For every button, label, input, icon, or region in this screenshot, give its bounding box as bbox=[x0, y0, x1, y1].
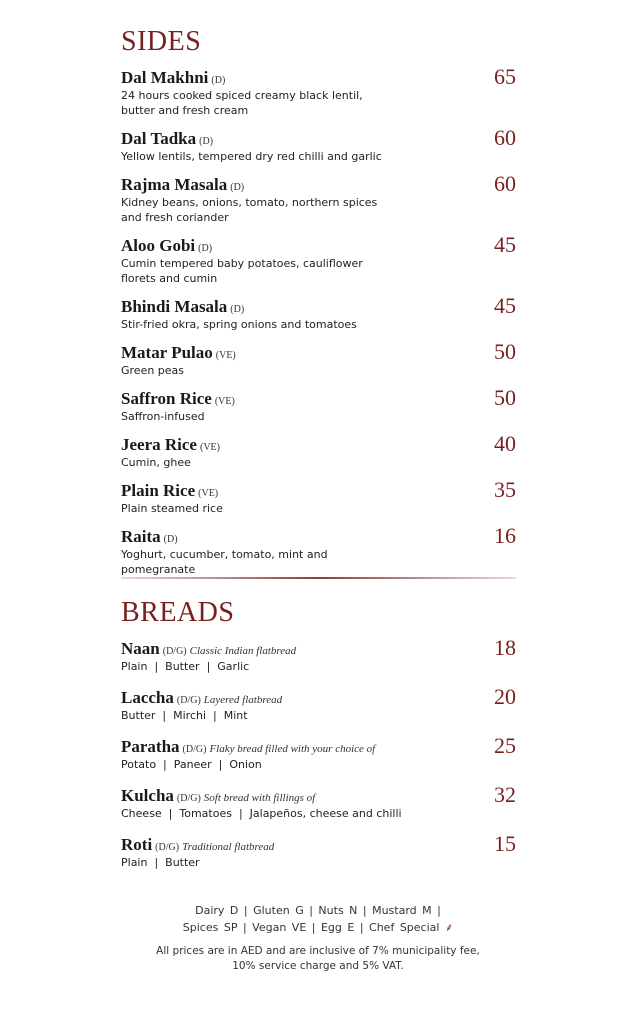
dietary-tag: (VE) bbox=[215, 350, 236, 361]
menu-item bbox=[121, 431, 516, 470]
item-price: 45 bbox=[494, 232, 516, 257]
item-description: 24 hours cooked spiced creamy black lentil, butter and fresh cream bbox=[121, 89, 367, 117]
item-price: 50 bbox=[494, 339, 516, 364]
item-price: 32 bbox=[494, 782, 516, 807]
dietary-tag: (D) bbox=[198, 243, 213, 254]
item-name: Saffron Rice bbox=[121, 389, 212, 408]
menu-item bbox=[121, 831, 516, 870]
menu-item bbox=[121, 523, 516, 577]
menu-item bbox=[121, 477, 516, 516]
dietary-tag: (VE) bbox=[199, 442, 220, 453]
dietary-tag: (VE) bbox=[198, 488, 219, 499]
price-note bbox=[0, 944, 636, 974]
dietary-tag: (D/G) bbox=[155, 842, 180, 853]
item-price: 35 bbox=[494, 477, 516, 502]
item-name: Dal Makhni bbox=[121, 68, 209, 87]
item-name: Laccha bbox=[121, 688, 174, 707]
item-name: Rajma Masala bbox=[121, 175, 228, 194]
item-note: Classic Indian flatbread bbox=[189, 645, 297, 657]
item-price: 45 bbox=[494, 293, 516, 318]
dietary-tag: (D/G) bbox=[176, 793, 201, 804]
dietary-tag: (D/G) bbox=[176, 695, 201, 706]
item-name: Dal Tadka bbox=[121, 129, 197, 148]
item-description: Plain | Butter | Garlic bbox=[121, 660, 250, 673]
item-description: Kidney beans, onions, tomato, northern spices and fresh coriander bbox=[121, 196, 381, 224]
item-name: Plain Rice bbox=[121, 481, 196, 500]
menu-item bbox=[121, 64, 516, 118]
dietary-tag: (D) bbox=[199, 136, 214, 147]
dietary-tag: (D) bbox=[230, 304, 245, 315]
item-name: Raita bbox=[121, 527, 161, 546]
menu-item bbox=[121, 293, 516, 332]
item-note: Flaky bread filled with your choice of bbox=[209, 743, 376, 755]
item-name: Roti bbox=[121, 835, 153, 854]
footer-line: 10% service charge and 5% VAT. bbox=[232, 960, 404, 972]
sides-section bbox=[121, 25, 516, 588]
breads-section bbox=[121, 596, 516, 884]
item-description: Stir-fried okra, spring onions and tomatoes bbox=[121, 318, 357, 331]
item-price: 15 bbox=[494, 831, 516, 856]
item-name: Paratha bbox=[121, 737, 180, 756]
item-description: Yoghurt, cucumber, tomato, mint and pomegranate bbox=[121, 548, 332, 576]
item-description: Potato | Paneer | Onion bbox=[121, 758, 262, 771]
dietary-tag: (VE) bbox=[214, 396, 235, 407]
menu-item bbox=[121, 635, 516, 674]
item-description: Cumin, ghee bbox=[121, 456, 191, 469]
item-price: 25 bbox=[494, 733, 516, 758]
menu-item bbox=[121, 733, 516, 772]
item-price: 65 bbox=[494, 64, 516, 89]
item-description: Green peas bbox=[121, 364, 185, 377]
item-price: 40 bbox=[494, 431, 516, 456]
item-price: 16 bbox=[494, 523, 516, 548]
item-note: Soft bread with fillings of bbox=[203, 792, 316, 804]
item-name: Kulcha bbox=[121, 786, 174, 805]
item-description: Plain | Butter bbox=[121, 856, 200, 869]
dietary-tag: (D) bbox=[211, 75, 226, 86]
menu-item bbox=[121, 782, 516, 821]
section-title: BREADS bbox=[121, 597, 235, 628]
item-description: Saffron-infused bbox=[121, 410, 205, 423]
item-description: Cumin tempered baby potatoes, cauliflower florets and cumin bbox=[121, 257, 367, 285]
item-price: 20 bbox=[494, 684, 516, 709]
item-note: Traditional flatbread bbox=[182, 841, 275, 853]
item-name: Aloo Gobi bbox=[121, 236, 196, 255]
section-title: SIDES bbox=[121, 26, 202, 57]
dietary-tag: (D/G) bbox=[162, 646, 187, 657]
dietary-tag: (D) bbox=[163, 534, 178, 545]
item-price: 60 bbox=[494, 171, 516, 196]
menu-item bbox=[121, 232, 516, 286]
item-description: Yellow lentils, tempered dry red chilli and garlic bbox=[121, 150, 382, 163]
item-name: Jeera Rice bbox=[121, 435, 197, 454]
dietary-tag: (D/G) bbox=[182, 744, 207, 755]
menu-item bbox=[121, 684, 516, 723]
menu-item bbox=[121, 125, 516, 164]
item-description: Cheese | Tomatoes | Jalapeños, cheese and chilli bbox=[121, 807, 402, 820]
item-note: Layered flatbread bbox=[203, 694, 283, 706]
menu-item bbox=[121, 339, 516, 378]
footer-line: All prices are in AED and are inclusive of 7% municipality fee, bbox=[156, 945, 480, 957]
legend-line: Spices SP | Vegan VE | Egg E | Chef Special bbox=[182, 921, 440, 934]
item-price: 18 bbox=[494, 635, 516, 660]
legend-line: Dairy D | Gluten G | Nuts N | Mustard M | bbox=[195, 904, 441, 917]
allergen-legend bbox=[0, 902, 636, 936]
item-description: Butter | Mirchi | Mint bbox=[121, 709, 248, 722]
item-name: Naan bbox=[121, 639, 160, 658]
menu-item bbox=[121, 171, 516, 225]
item-name: Matar Pulao bbox=[121, 343, 213, 362]
menu-item bbox=[121, 385, 516, 424]
dietary-tag: (D) bbox=[230, 182, 245, 193]
item-price: 50 bbox=[494, 385, 516, 410]
chili-icon: ⸙ bbox=[444, 921, 454, 934]
item-name: Bhindi Masala bbox=[121, 297, 228, 316]
item-description: Plain steamed rice bbox=[121, 502, 223, 515]
section-divider bbox=[121, 577, 516, 579]
item-price: 60 bbox=[494, 125, 516, 150]
